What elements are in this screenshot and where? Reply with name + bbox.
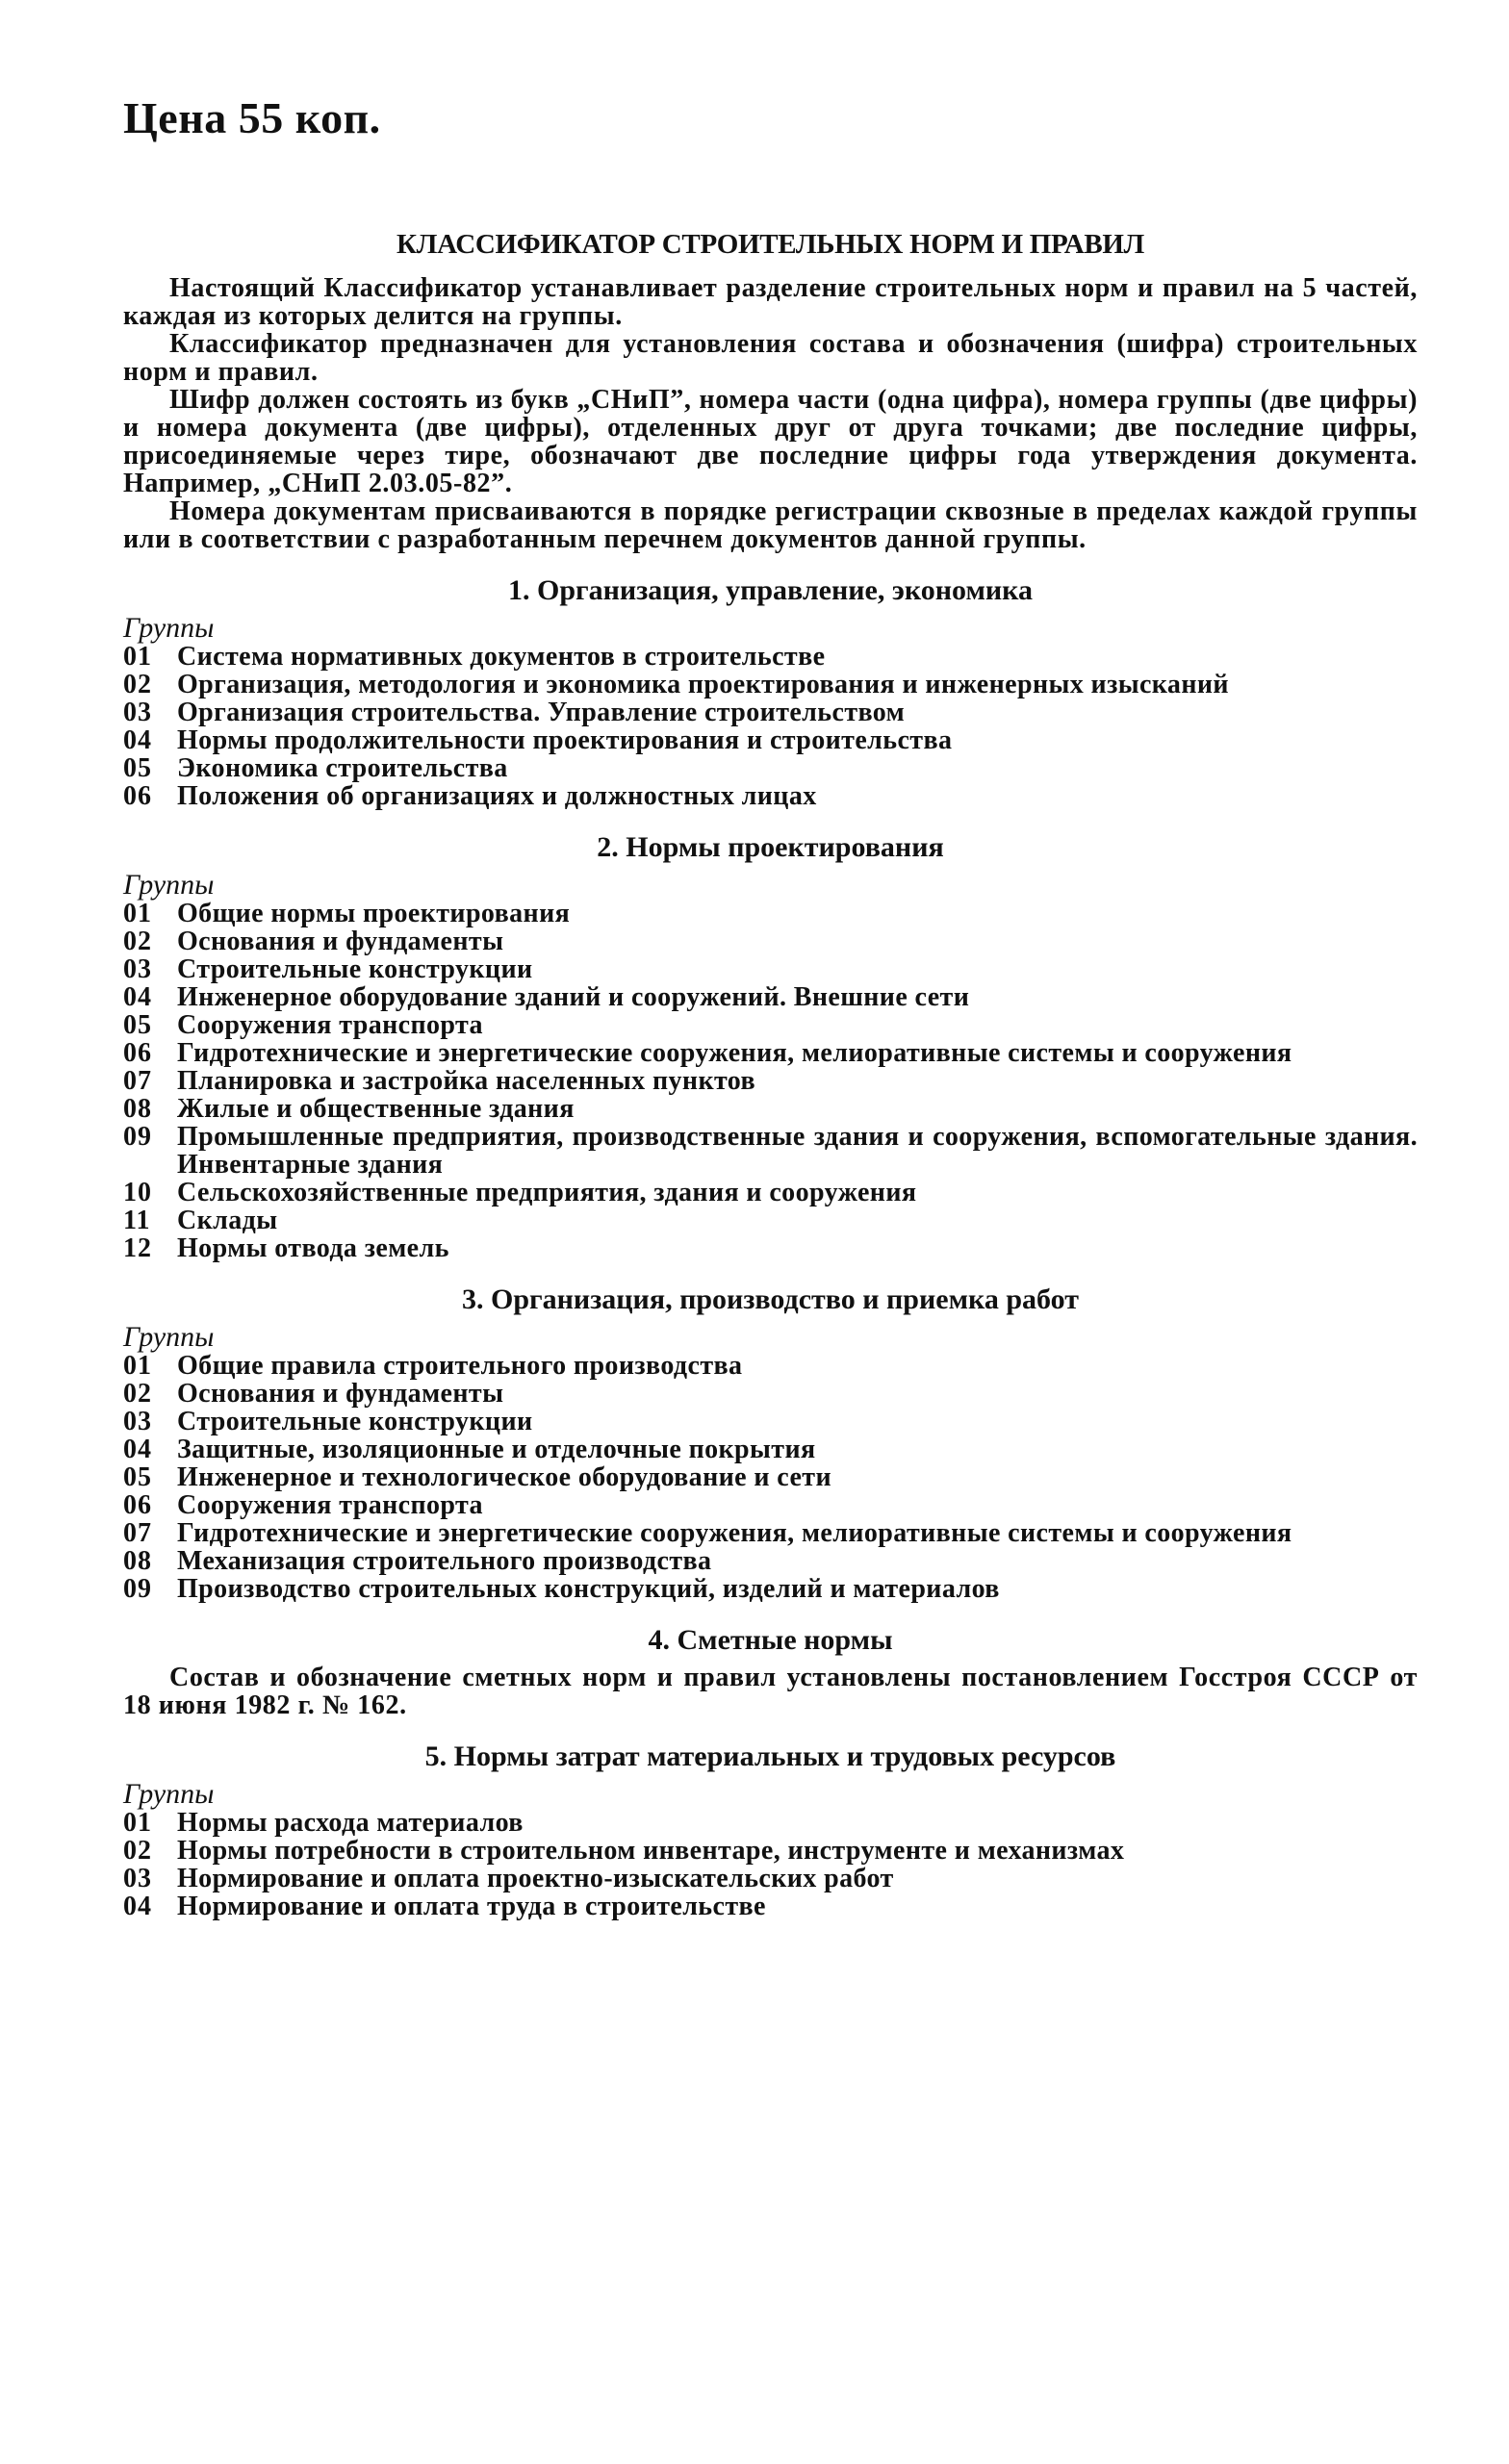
group-item — [123, 782, 1418, 810]
group-item — [123, 1067, 1418, 1095]
group-number: 03 — [123, 1864, 152, 1893]
group-title: Нормы расхода материалов — [177, 1808, 524, 1838]
group-title: Основания и фундаменты — [177, 927, 504, 956]
group-item — [123, 927, 1418, 955]
group-title: Организация строительства. Управление строительством — [177, 698, 906, 727]
group-title: Планировка и застройка населенных пунктов — [177, 1066, 755, 1096]
group-title: Нормирование и оплата проектно-изыскательских работ — [177, 1864, 894, 1893]
section-4 — [123, 1626, 1418, 1719]
groups-label: Группы — [123, 612, 215, 644]
group-number: 05 — [123, 1010, 152, 1040]
group-number: 01 — [123, 1351, 152, 1381]
group-title: Сельскохозяйственные предприятия, здания и сооружения — [177, 1178, 917, 1207]
group-list — [123, 643, 1418, 810]
group-number: 03 — [123, 954, 152, 984]
group-title: Основания и фундаменты — [177, 1379, 504, 1409]
section-3 — [123, 1285, 1418, 1603]
group-number: 02 — [123, 670, 152, 699]
group-item — [123, 983, 1418, 1011]
group-item — [123, 1892, 1418, 1920]
group-title: Экономика строительства — [177, 753, 508, 783]
group-number: 02 — [123, 1379, 152, 1409]
section-heading: 2. Нормы проектирования — [597, 831, 944, 863]
section-2 — [123, 833, 1418, 1262]
intro-paragraph: Классификатор предназначен для установления состава и обозначения (шифра) строительных норм и правил. — [123, 329, 1418, 387]
group-list — [123, 1352, 1418, 1603]
group-number: 09 — [123, 1574, 152, 1604]
group-title: Нормирование и оплата труда в строительстве — [177, 1892, 766, 1921]
group-number: 04 — [123, 982, 152, 1012]
group-item — [123, 1095, 1418, 1123]
group-title: Общие нормы проектирования — [177, 899, 571, 928]
group-number: 09 — [123, 1122, 152, 1152]
group-number: 08 — [123, 1546, 152, 1576]
group-item — [123, 1575, 1418, 1603]
group-number: 08 — [123, 1094, 152, 1124]
group-item — [123, 1123, 1418, 1179]
group-title: Нормы продолжительности проектирования и строительства — [177, 725, 953, 755]
group-title: Защитные, изоляционные и отделочные покрытия — [177, 1435, 816, 1464]
intro-paragraph: Настоящий Классификатор устанавливает разделение строительных норм и правил на 5 частей, каждая из которых делится на группы. — [123, 273, 1418, 331]
group-number: 07 — [123, 1066, 152, 1096]
section-heading: 3. Организация, производство и приемка работ — [462, 1283, 1079, 1315]
group-title: Строительные конструкции — [177, 954, 533, 984]
group-item — [123, 754, 1418, 782]
group-item — [123, 1179, 1418, 1207]
group-item — [123, 955, 1418, 983]
group-number: 01 — [123, 1808, 152, 1838]
group-item — [123, 1207, 1418, 1234]
group-number: 04 — [123, 1892, 152, 1921]
group-number: 11 — [123, 1206, 151, 1235]
group-item — [123, 1491, 1418, 1519]
group-item — [123, 1809, 1418, 1837]
group-item — [123, 699, 1418, 726]
section-5 — [123, 1742, 1418, 1920]
groups-label: Группы — [123, 869, 215, 901]
group-number: 01 — [123, 899, 152, 928]
group-number: 02 — [123, 1836, 152, 1866]
group-item — [123, 1011, 1418, 1039]
group-item — [123, 1039, 1418, 1067]
group-title: Сооружения транспорта — [177, 1490, 483, 1520]
group-item — [123, 1435, 1418, 1463]
section-heading: 5. Нормы затрат материальных и трудовых ресурсов — [424, 1740, 1116, 1772]
group-title: Нормы отвода земель — [177, 1233, 449, 1263]
group-title: Организация, методология и экономика проектирования и инженерных изысканий — [177, 670, 1229, 699]
group-number: 03 — [123, 1407, 152, 1436]
group-item — [123, 1380, 1418, 1408]
group-title: Гидротехнические и энергетические сооружения, мелиоративные системы и сооружения — [177, 1518, 1292, 1548]
group-number: 05 — [123, 1462, 152, 1492]
group-item — [123, 900, 1418, 927]
group-title: Нормы потребности в строительном инвентаре, инструменте и механизмах — [177, 1836, 1125, 1866]
group-number: 06 — [123, 1038, 152, 1068]
group-item — [123, 1865, 1418, 1892]
group-number: 01 — [123, 642, 152, 672]
group-item — [123, 671, 1418, 699]
group-number: 06 — [123, 1490, 152, 1520]
group-item — [123, 726, 1418, 754]
group-item — [123, 1352, 1418, 1380]
group-list — [123, 1809, 1418, 1920]
group-title: Гидротехнические и энергетические сооружения, мелиоративные системы и сооружения — [177, 1038, 1292, 1068]
intro-paragraph: Шифр должен состоять из букв „СНиП”, номера части (одна цифра), номера группы (две цифры) и номера документа (две цифры), отделенных друг от друга точками; две последние цифры, присоединяемые через тире, обозначают две последние цифры года утверждения документа. Например, „СНиП 2.03.05-82”. — [123, 385, 1418, 498]
intro-paragraph: Номера документам присваиваются в порядке регистрации сквозные в пределах каждой группы или в соответствии с разработанным перечнем документов данной группы. — [123, 496, 1418, 554]
group-title: Положения об организациях и должностных лицах — [177, 781, 817, 811]
groups-label: Группы — [123, 1778, 215, 1810]
group-item — [123, 643, 1418, 671]
group-title: Сооружения транспорта — [177, 1010, 483, 1040]
price-label: Цена 55 коп. — [123, 93, 381, 142]
group-number: 12 — [123, 1233, 152, 1263]
classifier-content — [123, 231, 1418, 1920]
group-number: 04 — [123, 1435, 152, 1464]
section-heading: 4. Сметные нормы — [648, 1624, 893, 1656]
group-number: 06 — [123, 781, 152, 811]
groups-label: Группы — [123, 1321, 215, 1353]
section-heading: 1. Организация, управление, экономика — [508, 574, 1033, 606]
group-title: Инженерное и технологическое оборудование и сети — [177, 1462, 831, 1492]
group-title: Промышленные предприятия, производственные здания и сооружения, вспомогательные здания. Инвентарные здания — [177, 1122, 1418, 1180]
document-title: КЛАССИФИКАТОР СТРОИТЕЛЬНЫХ НОРМ И ПРАВИЛ — [396, 229, 1144, 260]
group-item — [123, 1234, 1418, 1262]
group-title: Строительные конструкции — [177, 1407, 533, 1436]
group-title: Общие правила строительного производства — [177, 1351, 743, 1381]
group-number: 05 — [123, 753, 152, 783]
group-list — [123, 900, 1418, 1262]
group-item — [123, 1547, 1418, 1575]
group-title: Производство строительных конструкций, изделий и материалов — [177, 1574, 1000, 1604]
group-title: Склады — [177, 1206, 278, 1235]
group-item — [123, 1408, 1418, 1435]
intro — [123, 274, 1418, 553]
group-title: Инженерное оборудование зданий и сооружений. Внешние сети — [177, 982, 970, 1012]
section-text: Состав и обозначение сметных норм и правил установлены постановлением Госстроя СССР от 18 июня 1982 г. № 162. — [123, 1663, 1418, 1720]
group-number: 02 — [123, 927, 152, 956]
group-title: Система нормативных документов в строительстве — [177, 642, 826, 672]
group-item — [123, 1463, 1418, 1491]
group-item — [123, 1519, 1418, 1547]
group-number: 07 — [123, 1518, 152, 1548]
group-number: 03 — [123, 698, 152, 727]
group-title: Механизация строительного производства — [177, 1546, 712, 1576]
section-1 — [123, 576, 1418, 810]
group-number: 04 — [123, 725, 152, 755]
group-item — [123, 1837, 1418, 1865]
group-number: 10 — [123, 1178, 152, 1207]
group-title: Жилые и общественные здания — [177, 1094, 575, 1124]
